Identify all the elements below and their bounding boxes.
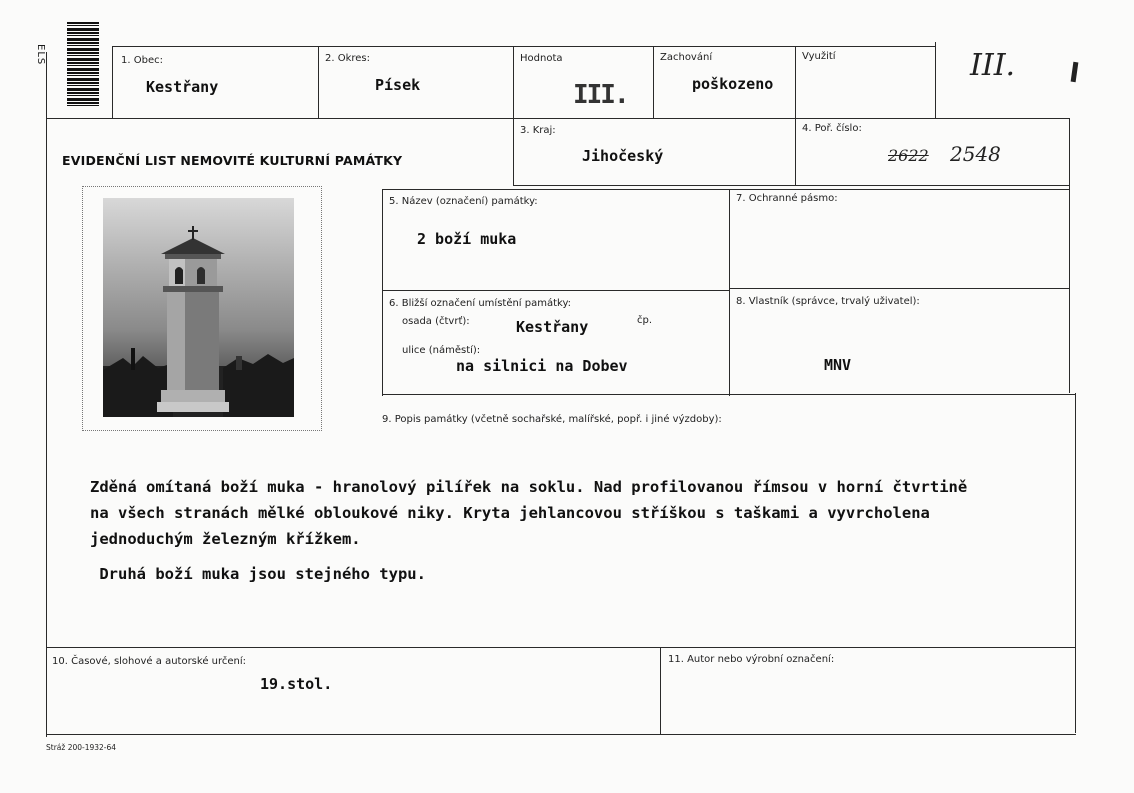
casove-value: 19.stol. bbox=[260, 675, 333, 693]
kraj-label: 3. Kraj: bbox=[520, 125, 556, 136]
barcode bbox=[67, 22, 99, 108]
vlastnik-label: 8. Vlastník (správce, trvalý uživatel): bbox=[736, 296, 920, 307]
okres-label: 2. Okres: bbox=[325, 53, 371, 64]
vyuziti-label: Využití bbox=[802, 51, 836, 62]
popis-line-3: jednoduchým železným křížkem. bbox=[90, 530, 361, 548]
autor-label: 11. Autor nebo výrobní označení: bbox=[668, 654, 835, 665]
okres-value: Písek bbox=[375, 76, 421, 94]
obec-value: Kestřany bbox=[146, 78, 219, 96]
popis-line-2: na všech stranách mělké obloukové niky. Kryta jehlancovou stříškou s taškami a vyvrcholena bbox=[90, 504, 930, 522]
nazev-label: 5. Název (označení) památky: bbox=[389, 196, 538, 207]
por-cislo-label: 4. Poř. číslo: bbox=[802, 123, 862, 134]
corner-mark: III. bbox=[970, 48, 1016, 83]
popis-label: 9. Popis památky (včetně sochařské, malířské, popř. i jiné výzdoby): bbox=[382, 414, 722, 425]
cp-label: čp. bbox=[637, 315, 653, 326]
monument-photo bbox=[103, 198, 294, 417]
osada-value: Kestřany bbox=[516, 318, 589, 336]
casove-label: 10. Časové, slohové a autorské určení: bbox=[52, 656, 247, 667]
corner-mark-dot bbox=[1071, 62, 1079, 83]
por-cislo-struck: 2622 bbox=[888, 146, 929, 165]
ulice-value: na silnici na Dobev bbox=[456, 357, 628, 375]
form-title: EVIDENČNÍ LIST NEMOVITÉ KULTURNÍ PAMÁTKY bbox=[62, 153, 403, 168]
obec-label: 1. Obec: bbox=[121, 55, 163, 66]
por-cislo-value: 2548 bbox=[950, 142, 1001, 166]
zachovani-label: Zachování bbox=[660, 52, 713, 63]
popis-line-1: Zděná omítaná boží muka - hranolový pilířek na soklu. Nad profilovanou římsou v horní čtvrtině bbox=[90, 478, 968, 496]
hodnota-value: III. bbox=[573, 80, 628, 110]
barcode-text: ELS bbox=[35, 44, 46, 66]
nazev-value: 2 boží muka bbox=[417, 230, 517, 248]
print-code: Stráž 200-1932-64 bbox=[46, 743, 117, 752]
umisteni-label: 6. Bližší označení umístění památky: bbox=[389, 298, 572, 309]
osada-label: osada (čtvrť): bbox=[402, 316, 470, 327]
kraj-value: Jihočeský bbox=[582, 147, 664, 165]
zachovani-value: poškozeno bbox=[692, 75, 774, 93]
popis-text bbox=[90, 474, 967, 587]
ulice-label: ulice (náměstí): bbox=[402, 345, 481, 356]
popis-line-4: Druhá boží muka jsou stejného typu. bbox=[90, 565, 426, 583]
vlastnik-value: MNV bbox=[824, 356, 852, 374]
hodnota-label: Hodnota bbox=[520, 53, 563, 64]
pasmo-label: 7. Ochranné pásmo: bbox=[736, 193, 838, 204]
